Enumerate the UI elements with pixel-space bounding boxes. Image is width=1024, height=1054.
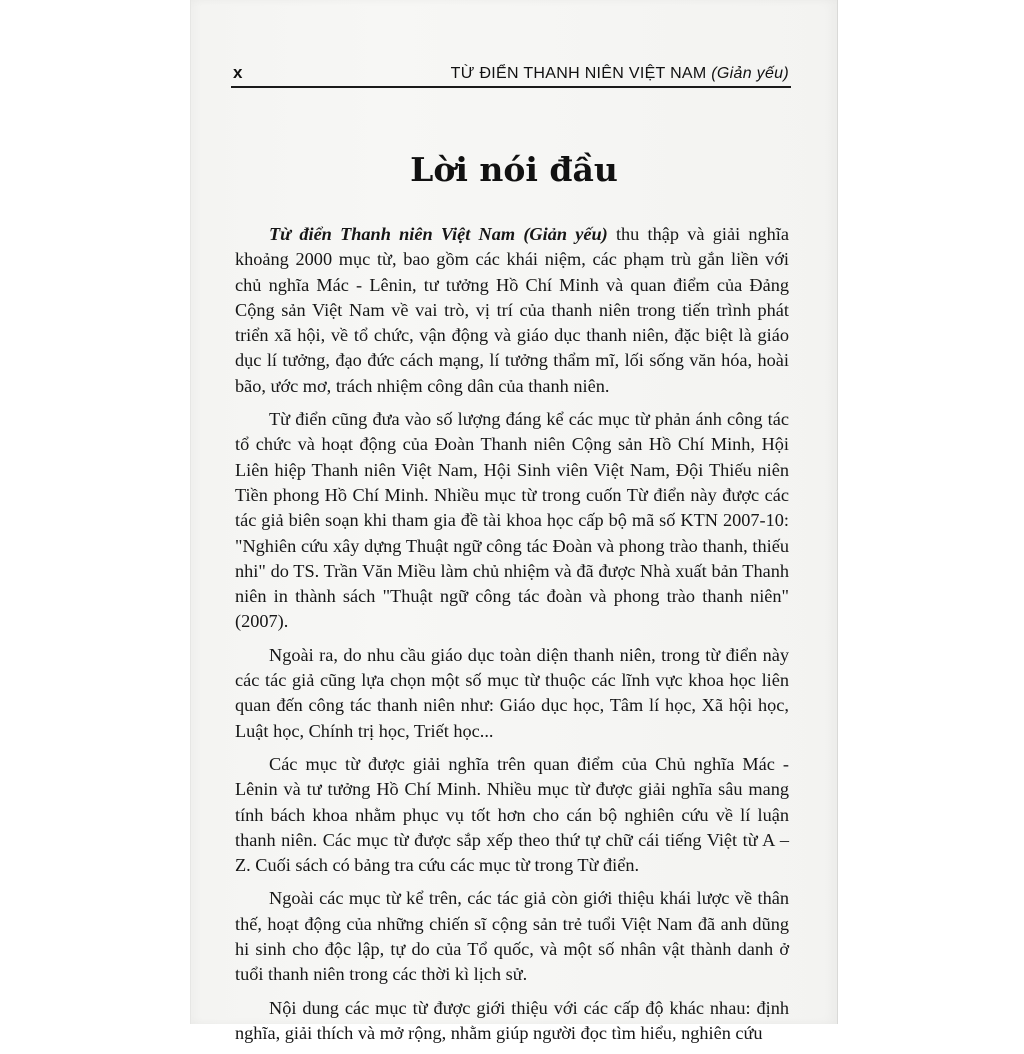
page-title: Lời nói đầu <box>410 150 618 189</box>
paragraph-1-text: thu thập và giải nghĩa khoảng 2000 mục từ, bao gồm các khái niệm, các phạm trù gắn liền với chủ nghĩa Mác - Lênin, tư tưởng Hồ Chí Minh và quan điểm của Đảng Cộng sản Việt Nam về vai trò, vị trí của thanh niên trong tiến trình phát triển xã hội, về tổ chức, vận động và giáo dục thanh niên, đặc biệt là giáo dục lí tưởng, đạo đức cách mạng, lí tưởng thẩm mĩ, lối sống văn hóa, hoài bão, ước mơ, trách nhiệm công dân của thanh niên. <box>235 224 789 396</box>
running-title-subtitle: (Giản yếu) <box>711 65 789 82</box>
running-title <box>451 65 789 83</box>
page-number: x <box>233 63 243 82</box>
book-page <box>190 0 838 1043</box>
paragraph-3: Ngoài ra, do nhu cầu giáo dục toàn diện thanh niên, trong từ điển này các tác giả cũng lựa chọn một số mục từ thuộc các lĩnh vực khoa học liên quan đến công tác thanh niên như: Giáo dục học, Tâm lí học, Xã hội học, Luật học, Chính trị học, Triết học... <box>235 644 789 741</box>
book-title-italic: Từ điển Thanh niên Việt Nam (Giản yếu) <box>269 224 608 244</box>
paragraph-1 <box>235 222 789 399</box>
paragraph-4: Các mục từ được giải nghĩa trên quan điểm của Chủ nghĩa Mác - Lênin và tư tưởng Hồ Chí Minh. Nhiều mục từ được giải nghĩa sâu mang tính bách khoa nhằm phục vụ tốt hơn cho cán bộ nghiên cứu về lí luận thanh niên. Các mục từ được sắp xếp theo thứ tự chữ cái tiếng Việt từ A – Z. Cuối sách có bảng tra cứu các mục từ trong Từ điển. <box>235 753 789 876</box>
running-header <box>231 50 791 88</box>
running-title-main: TỪ ĐIỂN THANH NIÊN VIỆT NAM <box>450 65 707 82</box>
paragraph-6: Nội dung các mục từ được giới thiệu với các cấp độ khác nhau: định nghĩa, giải thích và mở rộng, nhằm giúp người đọc tìm hiểu, nghiên cứu <box>235 997 789 1043</box>
paragraph-2: Từ điển cũng đưa vào số lượng đáng kể các mục từ phản ánh công tác tổ chức và hoạt động của Đoàn Thanh niên Cộng sản Hồ Chí Minh, Hội Liên hiệp Thanh niên Việt Nam, Hội Sinh viên Việt Nam, Đội Thiếu niên Tiền phong Hồ Chí Minh. Nhiều mục từ trong cuốn Từ điển này được các tác giả biên soạn khi tham gia đề tài khoa học cấp bộ mã số KTN 2007-10: "Nghiên cứu xây dựng Thuật ngữ công tác Đoàn và phong trào thanh, thiếu nhi" do TS. Trần Văn Miều làm chủ nhiệm và đã được Nhà xuất bản Thanh niên in thành sách "Thuật ngữ công tác đoàn và phong trào thanh niên" (2007). <box>235 409 789 632</box>
page-body <box>235 222 789 1054</box>
paragraph-5: Ngoài các mục từ kể trên, các tác giả còn giới thiệu khái lược về thân thế, hoạt động của những chiến sĩ cộng sản trẻ tuổi Việt Nam đã anh dũng hi sinh cho độc lập, tự do của Tổ quốc, và một số nhân vật thành danh ở tuổi thanh niên trong các thời kì lịch sử. <box>235 888 789 985</box>
